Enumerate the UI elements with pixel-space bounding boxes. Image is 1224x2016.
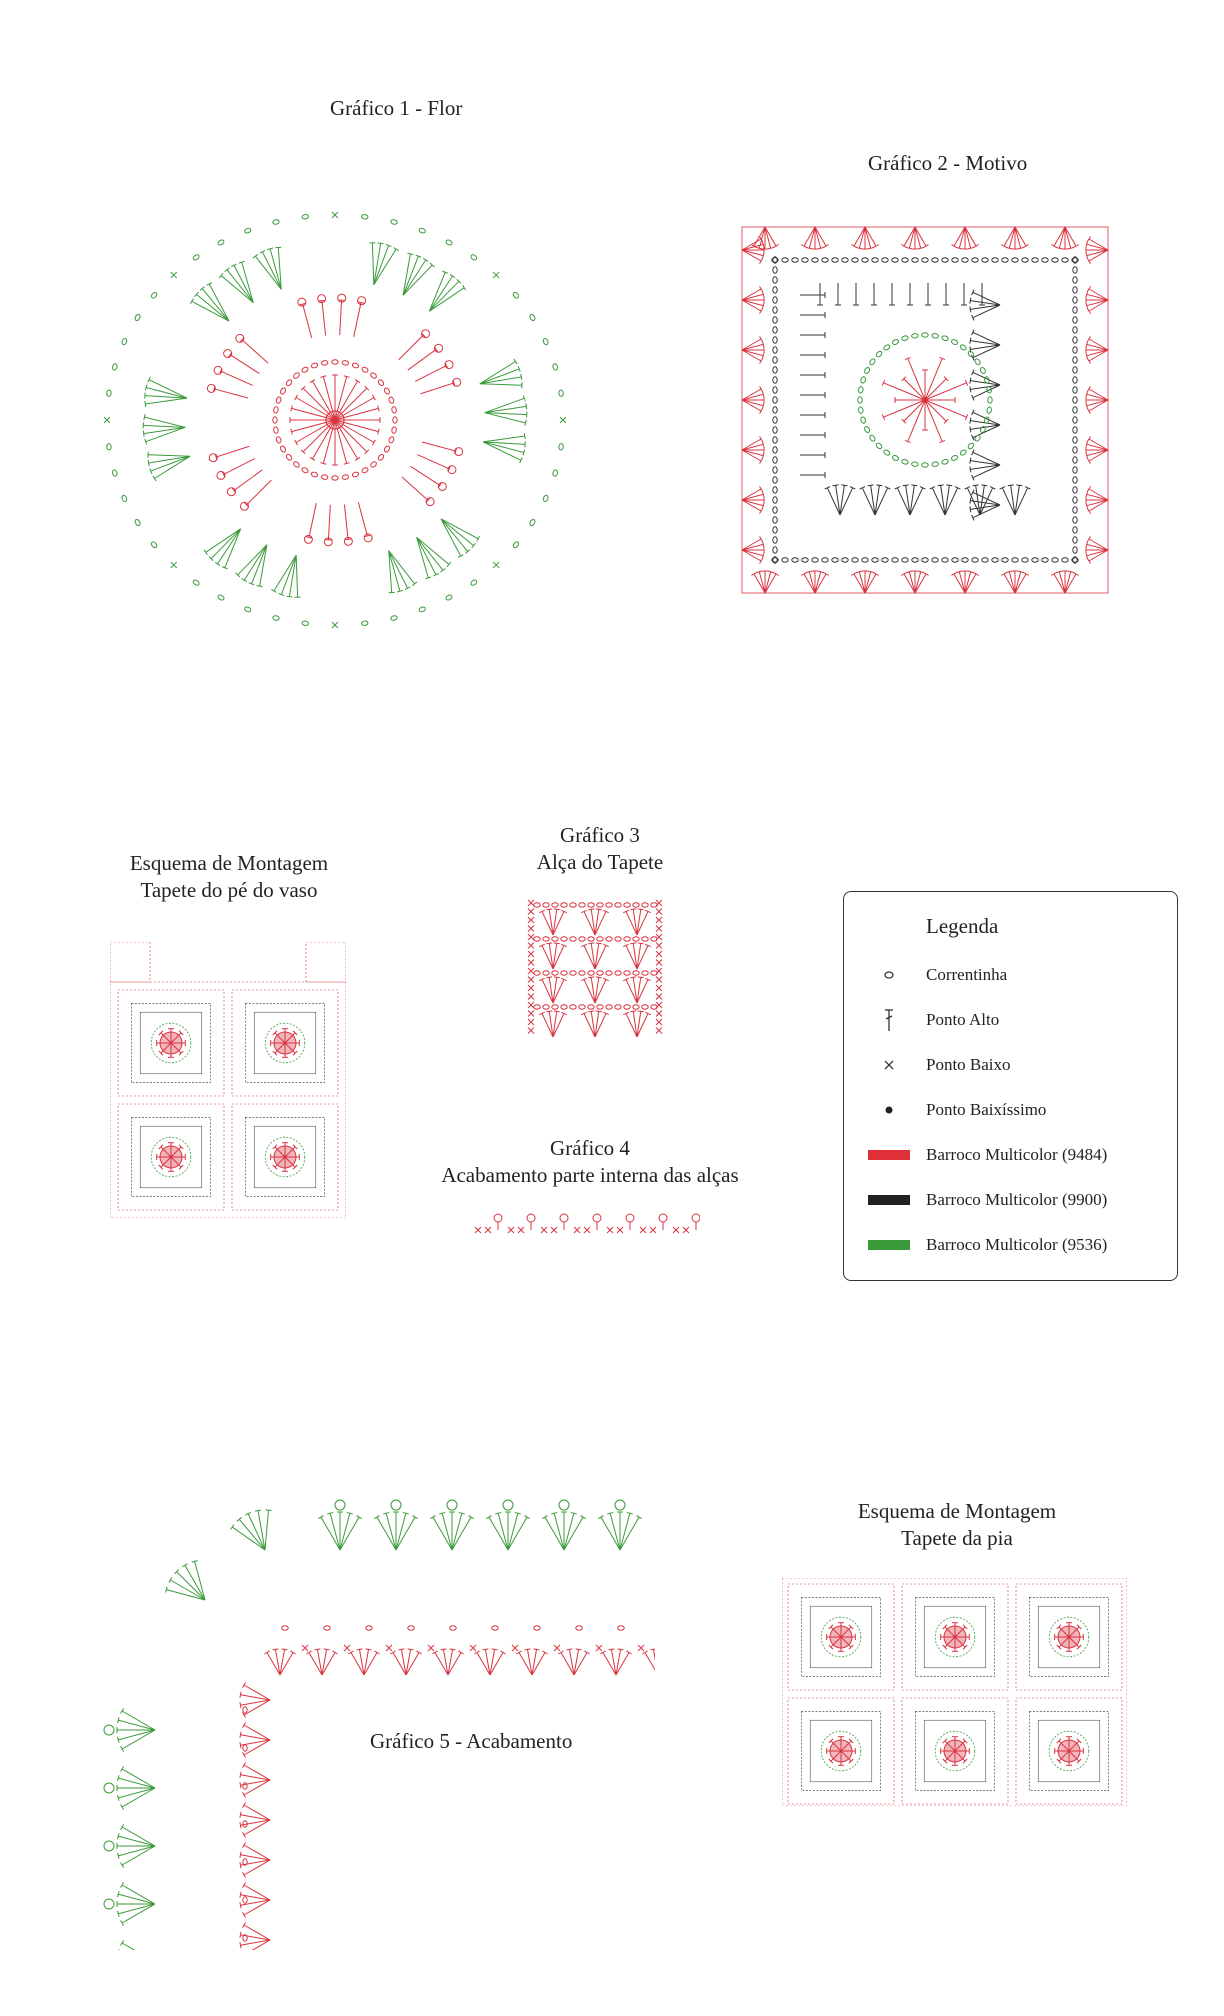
black-color-swatch [866,1187,912,1213]
assembly-pia-title-line2: Tapete da pia [901,1526,1013,1550]
chart5-title: Gráfico 5 - Acabamento [370,1729,573,1753]
assembly-vaso-title-line2: Tapete do pé do vaso [140,878,318,902]
assembly-vaso-title [104,850,354,904]
flower-chart-diagram [90,180,580,660]
legend-title: Legenda [926,914,999,938]
legend-item-color-green [844,1232,1177,1258]
chart3-title-line1: Gráfico 3 [560,823,640,847]
single-crochet-icon [866,1052,912,1078]
handle-chart-diagram [525,895,665,1040]
red-color-swatch [866,1142,912,1168]
chart4-title-line1: Gráfico 4 [550,1136,630,1160]
legend-label: Barroco Multicolor (9484) [926,1145,1108,1164]
chart3-title [500,822,700,876]
legend-item-chain [844,962,1177,988]
chart1-title: Gráfico 1 - Flor [330,96,463,120]
motif-chart-diagram [730,215,1120,605]
legend-label: Barroco Multicolor (9900) [926,1190,1108,1209]
legend-label: Ponto Baixíssimo [926,1100,1047,1119]
legend-label: Barroco Multicolor (9536) [926,1235,1108,1254]
legend-item-double-crochet [844,1007,1177,1033]
legend-label: Correntinha [926,965,1008,984]
chart4-title-line2: Acabamento parte interna das alças [441,1163,739,1187]
chart4-title [400,1135,780,1189]
chart2-title: Gráfico 2 - Motivo [868,151,1028,175]
chain-stitch-icon [866,962,912,988]
legend-label: Ponto Baixo [926,1055,1011,1074]
chart3-title-line2: Alça do Tapete [536,850,664,874]
green-color-swatch [866,1232,912,1258]
double-crochet-icon [866,1007,912,1033]
assembly-vaso-title-line1: Esquema de Montagem [129,851,329,875]
assembly-vaso-diagram [110,942,346,1218]
handle-edging-chart-diagram [470,1208,700,1238]
legend-item-color-black [844,1187,1177,1213]
edging-chart-diagram [95,1400,655,1950]
legend-item-color-red [844,1142,1177,1168]
legend-label: Ponto Alto [926,1010,1000,1029]
slip-stitch-icon [866,1097,912,1123]
assembly-pia-diagram [782,1578,1127,1806]
assembly-pia-title-line1: Esquema de Montagem [857,1499,1057,1523]
legend-item-slip-stitch [844,1097,1177,1123]
legend-item-single-crochet [844,1052,1177,1078]
assembly-pia-title [832,1498,1082,1552]
legend-box [843,891,1178,1281]
